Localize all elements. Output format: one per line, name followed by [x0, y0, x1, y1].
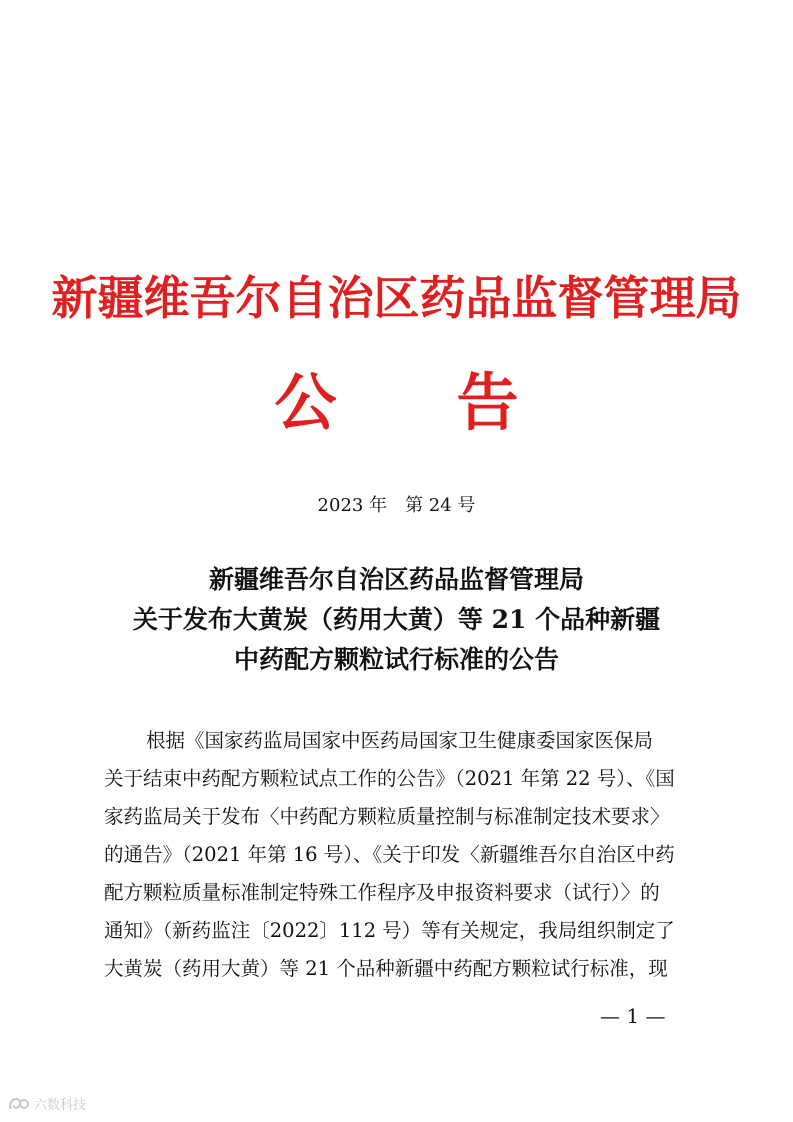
announcement-subject	[0, 560, 793, 680]
document-number: 2023 年 第 24 号	[317, 495, 476, 516]
body-line: 的通告》（2021 年第 16 号）、《关于印发〈新疆维吾尔自治区中药	[104, 843, 675, 866]
document-type-title	[0, 368, 793, 438]
subject-line: 中药配方颗粒试行标准的公告	[233, 645, 559, 674]
body-line: 家药监局关于发布〈中药配方颗粒质量控制与标准制定技术要求〉	[104, 805, 670, 828]
body-line: 配方颗粒质量标准制定特殊工作程序及申报资料要求（试行）〉的	[104, 881, 660, 904]
subject-line: 新疆维吾尔自治区药品监督管理局	[208, 565, 584, 594]
subject-line: 关于发布大黄炭（药用大黄）等 21 个品种新疆	[132, 605, 661, 634]
body-paragraph	[104, 722, 694, 988]
document-type-char-1: 公	[274, 366, 337, 439]
logo-icon	[8, 1096, 30, 1112]
document-type-char-2: 告	[456, 366, 519, 439]
agency-title: 新疆维吾尔自治区药品监督管理局	[51, 271, 742, 325]
body-line: 关于结束中药配方颗粒试点工作的公告》（2021 年第 22 号）、《国	[104, 767, 675, 790]
body-line: 通知》（新药监注〔2022〕112 号）等有关规定，我局组织制定了	[104, 919, 675, 942]
body-line: 大黄炭（药用大黄）等 21 个品种新疆中药配方颗粒试行标准，现	[104, 957, 668, 980]
body-line: 根据《国家药监局国家中医药局国家卫生健康委国家医保局	[146, 729, 654, 752]
watermark	[8, 1094, 86, 1113]
page-number: — 1 —	[600, 1004, 666, 1028]
watermark-text: 六数科技	[34, 1098, 87, 1113]
